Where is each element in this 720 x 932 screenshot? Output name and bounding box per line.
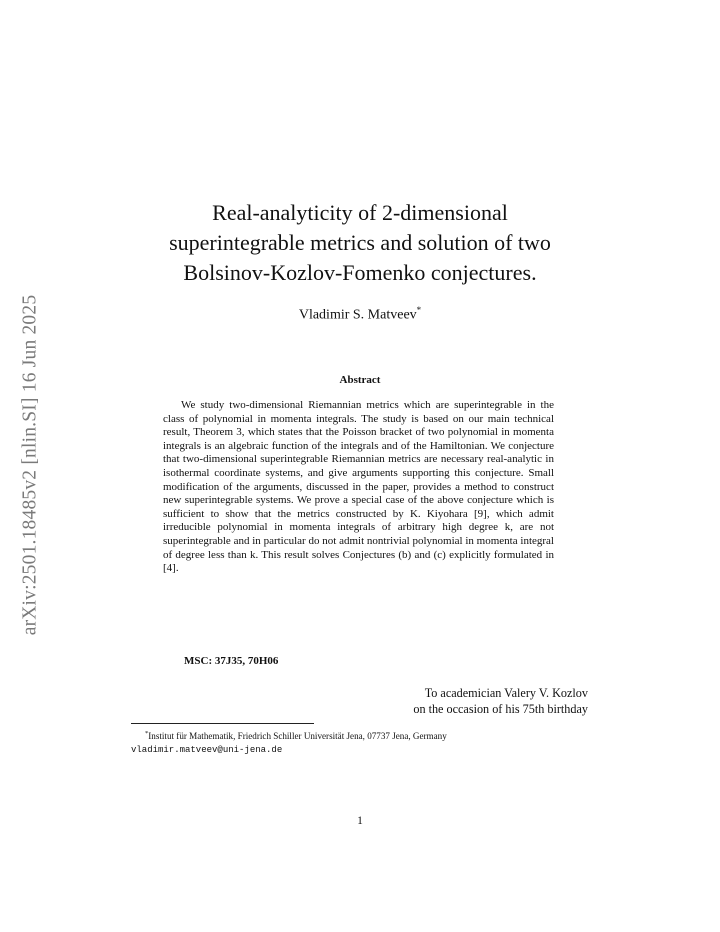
author [120,305,600,324]
dedication [300,685,588,717]
abstract-heading: Abstract [339,374,381,386]
abstract-text: We study two-dimensional Riemannian metrics which are superintegrable in the class of polynomial in momenta integrals. The study is based on our main technical result, Theorem 3, which states that the Poisson bracket of two polynomial in momenta integrals is an algebraic function of the integrals and of the Hamiltonian. We conjecture that two-dimensional superintegrable Riemannian metrics are necessary real-analytic in isothermal coordinate systems, and give arguments supporting this conjecture. Small modification of the arguments, discussed in the paper, provides a method to construct new superintegrable systems. We prove a special case of the above conjecture which is sufficient to show that the metrics constructed by K. Kiyohara [9], which admit irreducible polynomial in momenta integrals of arbitrary high degree k, are not superintegrable and in particular do not admit nontrivial polynomial in momenta integral of degree less than k. This result solves Conjectures (b) and (c) explicitly formulated in [4]. [163,399,554,575]
dedication-line-2: on the occasion of his 75th birthday [413,702,588,716]
affiliation-text: Institut für Mathematik, Friedrich Schiller Universität Jena, 07737 Jena, Germany [148,731,447,742]
arxiv-identifier-text: arXiv:2501.18485v2 [nlin.SI] 16 Jun 2025 [19,294,41,636]
author-name: Vladimir S. Matveev [298,307,417,323]
paper-title [120,198,600,288]
abstract-body [163,399,554,576]
footnote [131,727,591,757]
arxiv-identifier [10,258,50,672]
footnote-affiliation [131,727,591,743]
title-line-3: Bolsinov-Kozlov-Fomenko conjectures. [183,260,537,285]
author-email: vladimir.matveev@uni-jena.de [131,745,283,756]
footnote-mark: * [145,730,149,737]
msc-classification: MSC: 37J35, 70H06 [184,655,279,667]
footnote-rule [131,723,314,724]
author-footnote-mark: * [416,305,422,315]
title-line-2: superintegrable metrics and solution of two [169,230,551,255]
title-line-1: Real-analyticity of 2-dimensional [212,200,508,225]
dedication-line-1: To academician Valery V. Kozlov [424,686,588,700]
page-number: 1 [357,815,363,827]
